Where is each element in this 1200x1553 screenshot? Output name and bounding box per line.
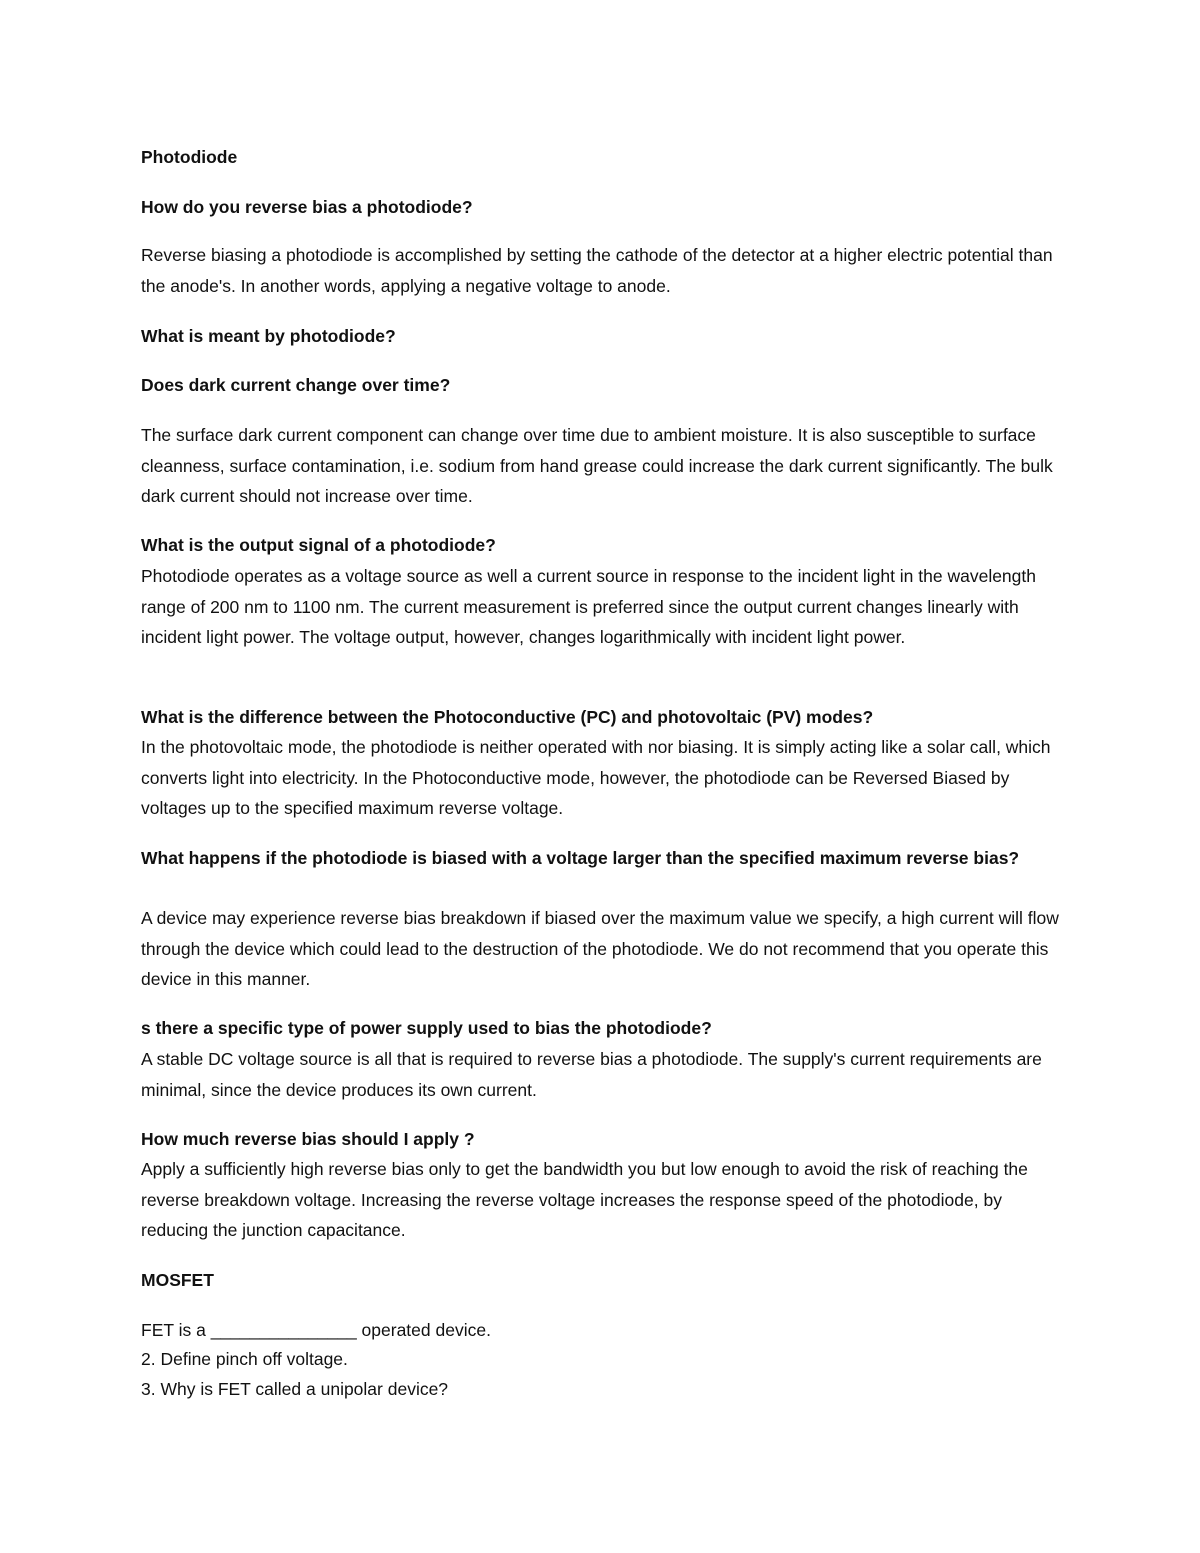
answer-power-supply: A stable DC voltage source is all that is required to reverse bias a photodiode. The supply's current requirements are minimal, since the device produces its own current. (141, 1049, 1042, 1100)
mosfet-line-3: 3. Why is FET called a unipolar device? (141, 1379, 449, 1399)
question-meant-by-photodiode: What is meant by photodiode? (141, 326, 396, 346)
answer-over-max-bias: A device may experience reverse bias breakdown if biased over the maximum value we specify, a high current will flow through the device which could lead to the destruction of the photodiode. We do not recommend that you operate this device in this manner. (141, 908, 1059, 989)
mosfet-heading: MOSFET (141, 1270, 214, 1290)
mosfet-line-1: FET is a _______________ operated device. (141, 1320, 491, 1340)
question-pc-pv-modes: What is the difference between the Photoconductive (PC) and photovoltaic (PV) modes? (141, 707, 874, 727)
question-power-supply: s there a specific type of power supply used to bias the photodiode? (141, 1018, 712, 1038)
question-how-much-bias: How much reverse bias should I apply ? (141, 1129, 475, 1149)
answer-how-much-bias: Apply a sufficiently high reverse bias only to get the bandwidth you but low enough to avoid the risk of reaching the reverse breakdown voltage. Increasing the reverse voltage increases the response speed of the photodiode, by reducing the junction capacitance. (141, 1159, 1028, 1240)
question-reverse-bias: How do you reverse bias a photodiode? (141, 197, 473, 217)
document-title: Photodiode (141, 147, 238, 167)
question-output-signal: What is the output signal of a photodiode? (141, 535, 496, 555)
answer-reverse-bias: Reverse biasing a photodiode is accomplished by setting the cathode of the detector at a higher electric potential than the anode's. In another words, applying a negative voltage to anode. (141, 245, 1053, 296)
mosfet-line-2: 2. Define pinch off voltage. (141, 1349, 348, 1369)
answer-dark-current: The surface dark current component can change over time due to ambient moisture. It is also susceptible to surface cleanness, surface contamination, i.e. sodium from hand grease could increase the dark current significantly. The bulk dark current should not increase over time. (141, 425, 1053, 506)
question-dark-current: Does dark current change over time? (141, 375, 451, 395)
question-over-max-bias: What happens if the photodiode is biased with a voltage larger than the specified maximum reverse bias? (141, 848, 1020, 868)
answer-pc-pv-modes: In the photovoltaic mode, the photodiode is neither operated with nor biasing. It is simply acting like a solar call, which converts light into electricity. In the Photoconductive mode, however, the photodiode can be Reversed Biased by voltages up to the specified maximum reverse voltage. (141, 737, 1051, 818)
answer-output-signal: Photodiode operates as a voltage source as well a current source in response to the incident light in the wavelength range of 200 nm to 1100 nm. The current measurement is preferred since the output current changes linearly with incident light power. The voltage output, however, changes logarithmically with incident light power. (141, 566, 1036, 647)
